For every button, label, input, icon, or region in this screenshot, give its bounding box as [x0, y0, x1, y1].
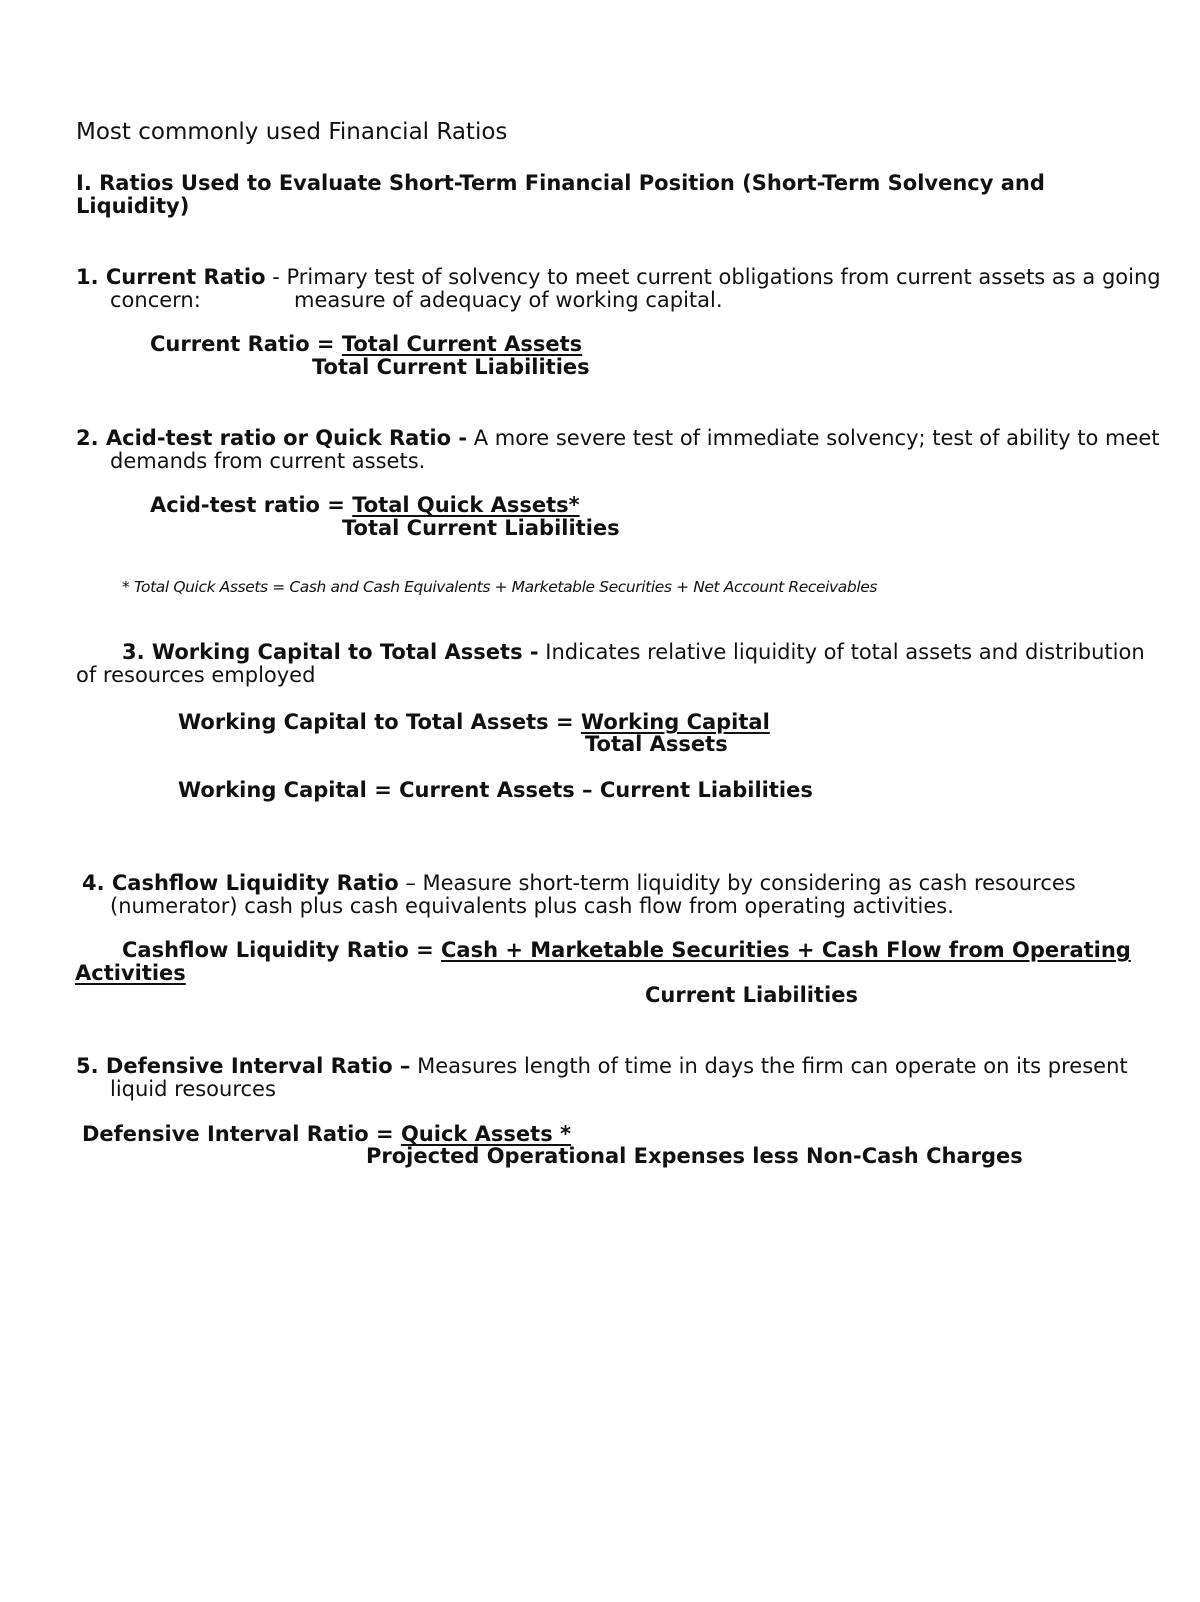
ratio-3-heading-line: [122, 640, 1145, 664]
ratio-4-numerator: Cash + Marketable Securities + Cash Flow from Operating: [441, 938, 1131, 962]
section-heading-line2: Liquidity): [76, 194, 190, 218]
ratio-5-description: Measures length of time in days the firm can operate on its present: [410, 1054, 1128, 1078]
ratio-4-description: – Measure short-term liquidity by considering as cash resources: [398, 871, 1076, 895]
ratio-5-numerator: Quick Assets *: [400, 1122, 571, 1146]
ratio-1-separator: -: [265, 265, 287, 289]
ratio-3-description-cont: of resources employed: [76, 663, 316, 687]
ratio-1-numerator: Total Current Assets: [341, 332, 583, 356]
ratio-1-heading: 1. Current Ratio: [76, 265, 266, 289]
document-title: Most commonly used Financial Ratios: [76, 119, 508, 145]
ratio-2-formula-label: Acid-test ratio =: [150, 493, 353, 517]
ratio-5-denominator: Projected Operational Expenses less Non-Cash Charges: [366, 1144, 1023, 1168]
ratio-1-description: Primary test of solvency to meet current obligations from current assets as a going: [286, 265, 1161, 289]
ratio-3-formula-label: Working Capital to Total Assets =: [178, 710, 581, 734]
ratio-1-denominator: Total Current Liabilities: [312, 355, 590, 379]
ratio-3-denominator: Total Assets: [585, 732, 728, 756]
ratio-4-formula-label: Cashflow Liquidity Ratio =: [122, 938, 441, 962]
ratio-1-formula-label: Current Ratio =: [150, 332, 342, 356]
ratio-2-heading-line: [76, 426, 1160, 450]
ratio-1-heading-line: [76, 265, 1161, 289]
ratio-2-heading: 2. Acid-test ratio or Quick Ratio -: [76, 426, 468, 450]
ratio-3-numerator: Working Capital: [580, 710, 770, 734]
ratio-2-description: A more severe test of immediate solvency; test of ability to meet: [467, 426, 1160, 450]
section-heading-line1: I. Ratios Used to Evaluate Short-Term Financial Position (Short-Term Solvency and: [76, 171, 1045, 195]
ratio-4-heading-line: [82, 871, 1076, 895]
ratio-4-heading: 4. Cashflow Liquidity Ratio: [82, 871, 399, 895]
ratio-4-formula: [122, 938, 1131, 962]
ratio-2-description-cont: demands from current assets.: [110, 449, 426, 473]
ratio-1-description-cont: concern:: [110, 288, 201, 312]
ratio-5-heading-line: [76, 1054, 1128, 1078]
ratio-5-description-cont: liquid resources: [110, 1077, 276, 1101]
ratio-4-numerator-cont: Activities: [75, 961, 186, 985]
ratio-2-footnote: * Total Quick Assets = Cash and Cash Equivalents + Marketable Securities + Net Account Receivables: [122, 578, 878, 596]
ratio-3-heading: 3. Working Capital to Total Assets -: [122, 640, 539, 664]
ratio-5-formula-label: Defensive Interval Ratio =: [82, 1122, 401, 1146]
ratio-2-formula: [150, 493, 580, 517]
ratio-2-denominator: Total Current Liabilities: [342, 516, 620, 540]
ratio-3-formula-2: Working Capital = Current Assets – Current Liabilities: [178, 778, 813, 802]
ratio-1-formula: [150, 332, 582, 356]
ratio-4-description-cont: (numerator) cash plus cash equivalents plus cash flow from operating activities.: [110, 894, 954, 918]
ratio-5-formula: [82, 1122, 571, 1146]
ratio-2-numerator: Total Quick Assets*: [352, 493, 580, 517]
ratio-3-description: Indicates relative liquidity of total assets and distribution: [538, 640, 1145, 664]
ratio-4-denominator: Current Liabilities: [645, 983, 858, 1007]
ratio-3-formula: [178, 710, 770, 734]
ratio-5-heading: 5. Defensive Interval Ratio –: [76, 1054, 411, 1078]
ratio-1-description-cont2: measure of adequacy of working capital.: [294, 288, 723, 312]
